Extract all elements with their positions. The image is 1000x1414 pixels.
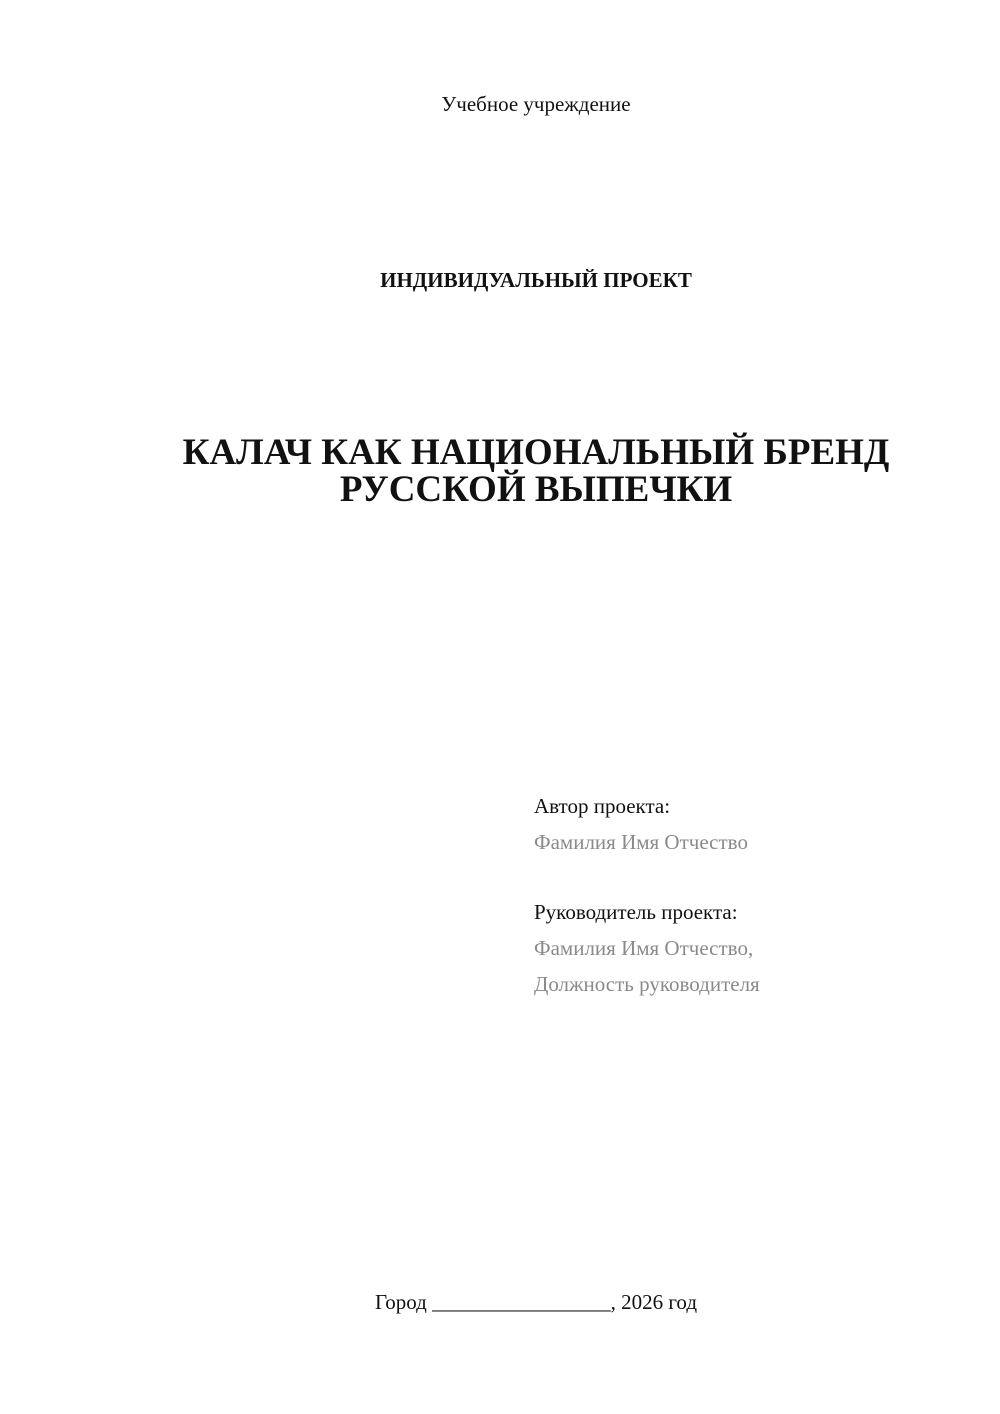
city-year-line: Город _________________, 2026 год xyxy=(374,1290,698,1314)
author-name: Фамилия Имя Отчество xyxy=(534,830,748,854)
supervisor-name: Фамилия Имя Отчество, xyxy=(534,936,754,960)
document-type: ИНДИВИДУАЛЬНЫЙ ПРОЕКТ xyxy=(380,268,692,292)
author-label: Автор проекта: xyxy=(534,794,671,818)
project-info-block xyxy=(534,788,760,1002)
institution-name: Учебное учреждение xyxy=(441,92,631,116)
info-spacer xyxy=(534,860,760,894)
project-title xyxy=(140,434,932,508)
supervisor-label: Руководитель проекта: xyxy=(534,900,738,924)
project-title-line-2: РУССКОЙ ВЫПЕЧКИ xyxy=(339,469,733,510)
supervisor-position: Должность руководителя xyxy=(534,972,760,996)
project-title-line-1: КАЛАЧ КАК НАЦИОНАЛЬНЫЙ БРЕНД xyxy=(182,432,890,473)
